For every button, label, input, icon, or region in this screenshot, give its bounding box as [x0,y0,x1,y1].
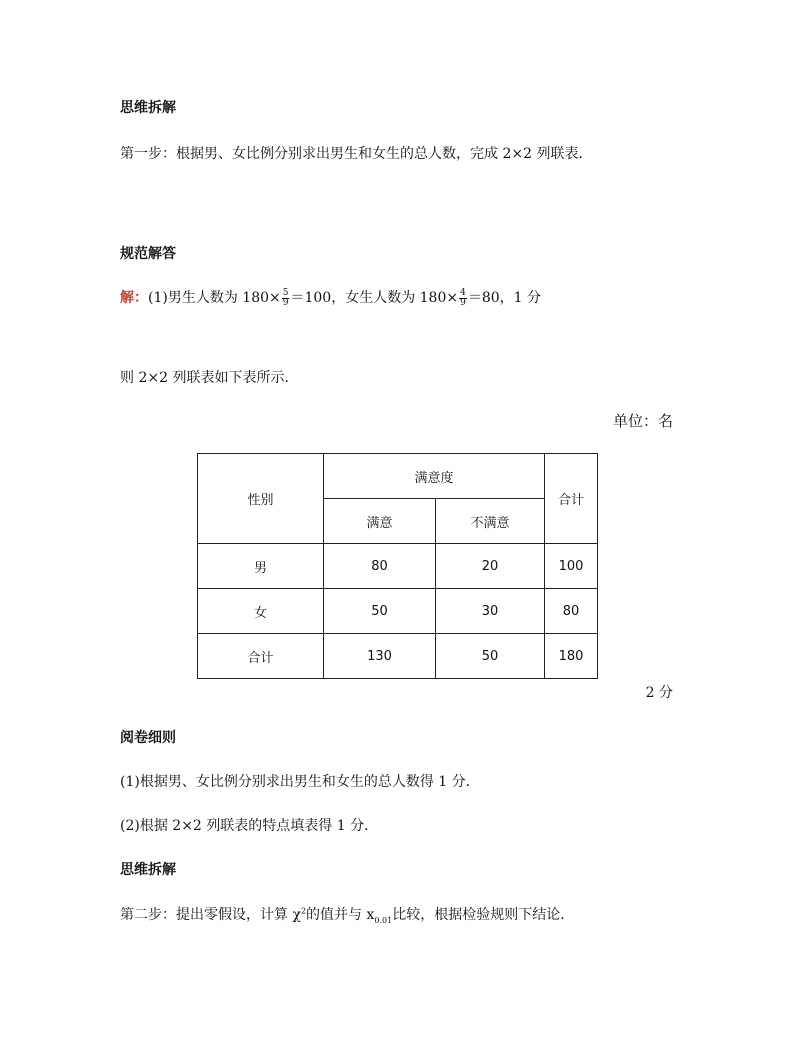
section3-title: 阅卷细则 [120,730,176,746]
cell-satisfied: 80 [324,544,436,589]
fraction-4-9 [459,289,467,308]
cell-unsatisfied: 30 [436,589,545,634]
solution-line [120,287,541,308]
section2-title: 规范解答 [120,246,176,262]
row-label: 女 [198,589,324,634]
cell-unsatisfied: 50 [436,634,545,679]
cell-satisfied: 130 [324,634,436,679]
cell-unsatisfied: 20 [436,544,545,589]
solution-part1: (1)男生人数为 180× [148,290,281,306]
subheader-satisfied: 满意 [324,499,436,544]
step2-sub: 0.01 [374,915,393,925]
solution-part2: ＝100，女生人数为 180× [290,290,459,306]
step2-part2: 的值并与 x [306,907,375,923]
section1-title: 思维拆解 [120,100,176,116]
table-row [198,544,598,589]
rule2-text: (2)根据 2×2 列联表的特点填表得 1 分． [120,818,379,834]
unit-label: 单位：名 [612,412,673,430]
contingency-table [197,453,598,679]
frac1-den: 9 [282,297,289,308]
solution-part3: ＝80，1 分 [467,290,541,306]
table-row [198,634,598,679]
step2-part3: 比较，根据检验规则下结论． [392,907,575,923]
frac1-num: 5 [282,287,289,298]
step2-sup: 2 [300,906,307,916]
section4-title: 思维拆解 [120,862,176,878]
table-intro: 则 2×2 列联表如下表所示． [120,370,299,386]
header-satisfaction: 满意度 [324,454,545,499]
cell-satisfied: 50 [324,589,436,634]
frac2-num: 4 [460,287,466,298]
frac2-den: 9 [460,297,466,308]
score-label: 2 分 [645,685,673,701]
header-gender: 性别 [198,454,324,544]
table-row [198,589,598,634]
header-total: 合计 [545,454,598,544]
fraction-5-9 [282,289,290,308]
solution-prefix: 解： [120,290,148,306]
cell-total: 100 [545,544,598,589]
step2-text [120,904,574,925]
cell-total: 180 [545,634,598,679]
cell-total: 80 [545,589,598,634]
row-label: 男 [198,544,324,589]
row-label: 合计 [198,634,324,679]
step2-part1: 第二步：提出零假设，计算 χ [120,907,301,923]
step1-text: 第一步：根据男、女比例分别求出男生和女生的总人数，完成 2×2 列联表． [120,146,593,162]
rule1-text: (1)根据男、女比例分别求出男生和女生的总人数得 1 分． [120,774,480,790]
subheader-unsatisfied: 不满意 [436,499,545,544]
